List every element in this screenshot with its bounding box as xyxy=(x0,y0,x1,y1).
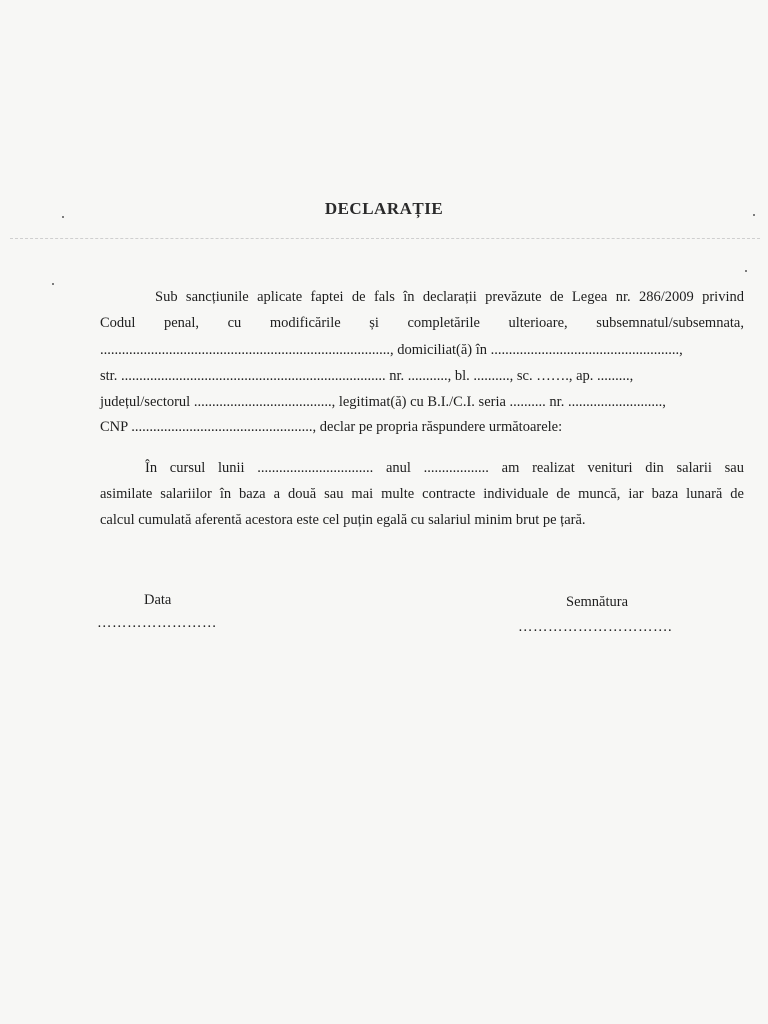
signature-field: …………………………. xyxy=(518,619,673,635)
scan-speck xyxy=(753,214,755,216)
street-line: str. ......................................................................... nr. ..........., bl. .........., sc. ……., ap. ........., xyxy=(100,368,634,384)
scan-divider xyxy=(10,238,760,239)
paragraph-line: asimilate salariilor în baza a două sau mai multe contracte individuale de muncă, iar baza lunară de xyxy=(100,486,744,502)
page-title: DECLARAȚIE xyxy=(324,199,444,218)
scan-speck xyxy=(62,216,64,218)
county-id-line: județul/sectorul ......................................, legitimat(ă) cu B.I./C.I. seria .......... nr. .........................., xyxy=(100,394,666,410)
cnp-line: CNP .................................................., declar pe propria răspundere următoarele: xyxy=(100,419,563,435)
date-field: …………………… xyxy=(97,615,217,631)
paragraph-line: Codul penal, cu modificările și completările ulterioare, subsemnatul/subsemnata, xyxy=(100,315,744,331)
scan-speck xyxy=(52,283,54,285)
paragraph-line: În cursul lunii ................................ anul .................. am realizat venituri din salarii sau xyxy=(145,460,744,476)
paragraph-line: calcul cumulată aferentă acestora este cel puțin egală cu salariul minim brut pe țară. xyxy=(100,512,586,528)
paragraph-line: Sub sancțiunile aplicate faptei de fals în declarații prevăzute de Legea nr. 286/2009 privind xyxy=(155,289,744,305)
name-address-line: ................................................................................, domiciliat(ă) în ...................................................., xyxy=(100,342,683,358)
date-label: Data xyxy=(144,592,172,608)
scan-speck xyxy=(745,270,747,272)
signature-label: Semnătura xyxy=(566,594,629,610)
